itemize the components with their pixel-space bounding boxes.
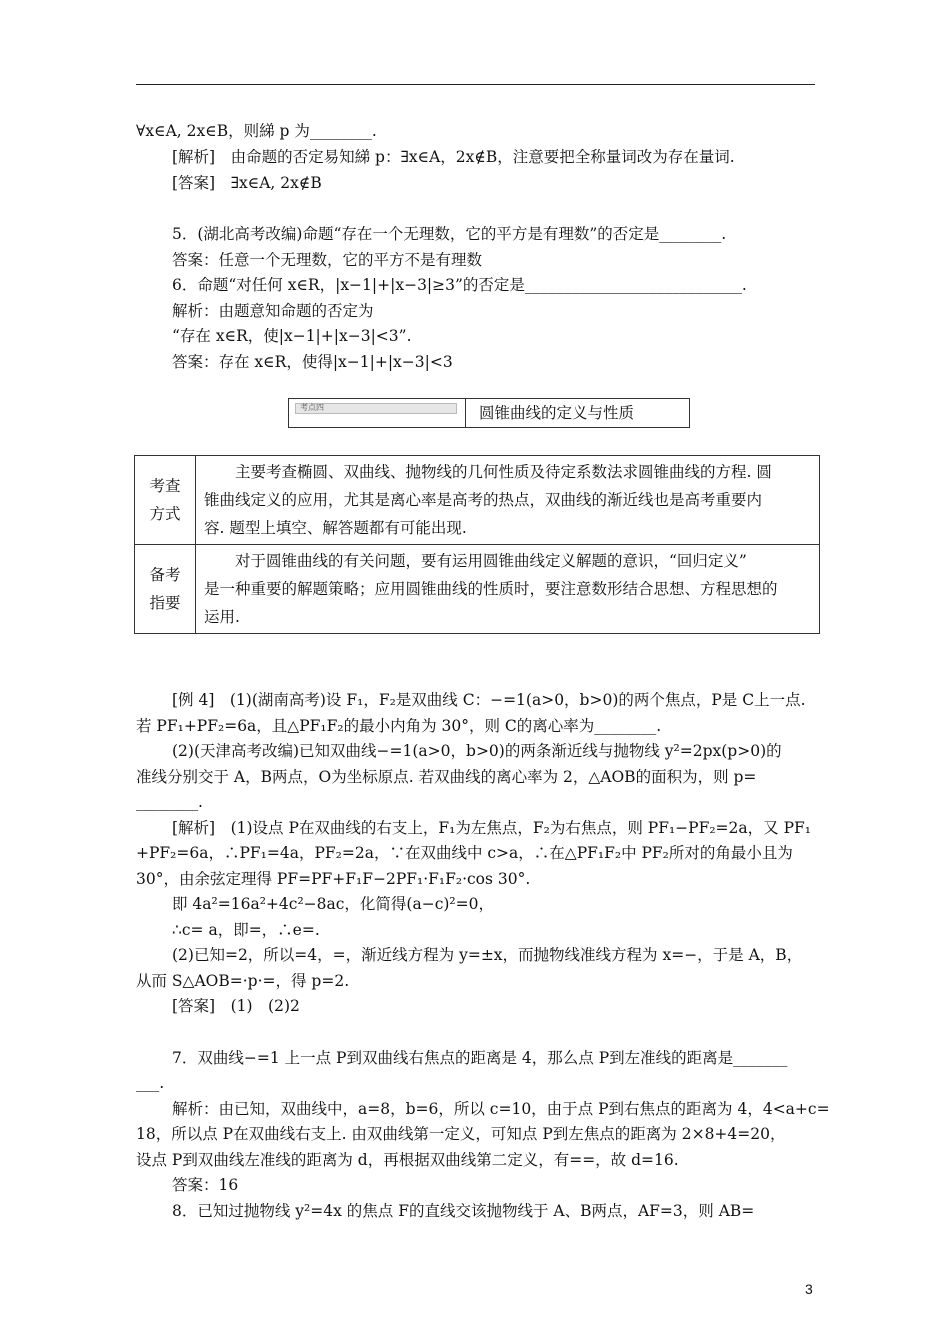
row-label: 备考 指要 <box>135 545 196 634</box>
row-body: 主要考查椭圆、双曲线、抛物线的几何性质及待定系数法求圆锥曲线的方程. 圆 锥曲线定义的应用，尤其是离心率是高考的热点，双曲线的渐近线也是高考重要内 容. 题型上填空、解答题都有可能出现. <box>196 456 820 545</box>
table-row <box>135 456 820 545</box>
section-tag-cell <box>289 399 466 427</box>
question-5: 5．(湖北高考改编)命题“存在一个无理数，它的平方是有理数”的否定是________. <box>172 225 727 243</box>
info-table <box>134 455 820 634</box>
text-line: 设点 P到双曲线左准线的距离为 d，再根据双曲线第二定义，有==，故 d=16. <box>136 1151 679 1169</box>
text-line: 准线分别交于 A，B两点，O为坐标原点. 若双曲线的离心率为 2，△AOB的面积为，则 p= <box>136 768 757 786</box>
table-row <box>135 545 820 634</box>
text-line: 即 4a²=16a²+4c²−8ac，化简得(a−c)²=0， <box>172 895 494 913</box>
text-line: (2)已知=2，所以=4，=，渐近线方程为 y=±x，而抛物线准线方程为 x=−，于是 A，B， <box>172 946 803 964</box>
text-line: “存在 x∈R，使|x−1|+|x−3|<3”. <box>172 327 412 345</box>
section-tag-label: 考点四 <box>300 403 324 412</box>
text-line: 解析：由已知，双曲线中，a=8，b=6，所以 c=10，由于点 P到右焦点的距离为 4，4<a+c= <box>172 1100 830 1118</box>
section-heading <box>288 398 690 428</box>
text-line: ∀x∈A, 2x∈B，则綈 p 为________. <box>136 122 377 140</box>
question-8: 8．已知过抛物线 y²=4x 的焦点 F的直线交该抛物线于 A、B两点，AF=3，则 AB= <box>172 1202 755 1220</box>
text-line: 从而 S△AOB=·p·=，得 p=2. <box>136 972 350 990</box>
text-line: 30°，由余弦定理得 PF=PF+F₁F−2PF₁·F₁F₂·cos 30°. <box>136 870 531 888</box>
text-line: [答案] ∃x∈A, 2x∉B <box>172 174 322 192</box>
text-line: +PF₂=6a，∴PF₁=4a，PF₂=2a，∵在双曲线中 c>a，∴在△PF₁F₂中 PF₂所对的角最小且为 <box>136 844 793 862</box>
question-7: 7．双曲线−=1 上一点 P到双曲线右焦点的距离是 4，那么点 P到左准线的距离是_______ <box>172 1049 788 1067</box>
section-tag <box>295 403 457 414</box>
page-number: 3 <box>805 1281 813 1297</box>
answer-5: 答案：任意一个无理数，它的平方不是有理数 <box>172 251 483 269</box>
text-line: 解析：由题意知命题的否定为 <box>172 302 374 320</box>
section-title: 圆锥曲线的定义与性质 <box>479 404 635 422</box>
text-line: ∴c= a，即=，∴e=. <box>172 921 320 939</box>
answer-example-4: [答案] (1) (2)2 <box>172 997 300 1015</box>
header-rule <box>136 84 815 85</box>
solution: [解析] (1)设点 P在双曲线的右支上，F₁为左焦点，F₂为右焦点，则 PF₁−PF₂=2a，又 PF₁ <box>172 819 811 837</box>
example-4: [例 4] (1)(湖南高考)设 F₁，F₂是双曲线 C：−=1(a>0，b>0)的两个焦点，P是 C上一点. <box>172 691 806 709</box>
row-label: 考查 方式 <box>135 456 196 545</box>
text-line: 若 PF₁+PF₂=6a，且△PF₁F₂的最小内角为 30°，则 C的离心率为________. <box>136 717 662 735</box>
row-body: 对于圆锥曲线的有关问题，要有运用圆锥曲线定义解题的意识，“回归定义” 是一种重要的解题策略；应用圆锥曲线的性质时，要注意数形结合思想、方程思想的 运用. <box>196 545 820 634</box>
text-line: 18，所以点 P在双曲线右支上. 由双曲线第一定义，可知点 P到左焦点的距离为 2×8+4=20， <box>136 1125 786 1143</box>
text-line: ________. <box>136 793 203 811</box>
answer-6: 答案：存在 x∈R，使得|x−1|+|x−3|<3 <box>172 353 453 371</box>
answer-7: 答案：16 <box>172 1176 239 1194</box>
question-6: 6．命题“对任何 x∈R，|x−1|+|x−3|≥3”的否定是____________________________. <box>172 276 747 294</box>
text-line: [解析] 由命题的否定易知綈 p：∃x∈A，2x∉B，注意要把全称量词改为存在量词. <box>172 148 735 166</box>
text-line: (2)(天津高考改编)已知双曲线−=1(a>0，b>0)的两条渐近线与抛物线 y²=2px(p>0)的 <box>172 742 782 760</box>
text-line: ___. <box>136 1074 165 1092</box>
